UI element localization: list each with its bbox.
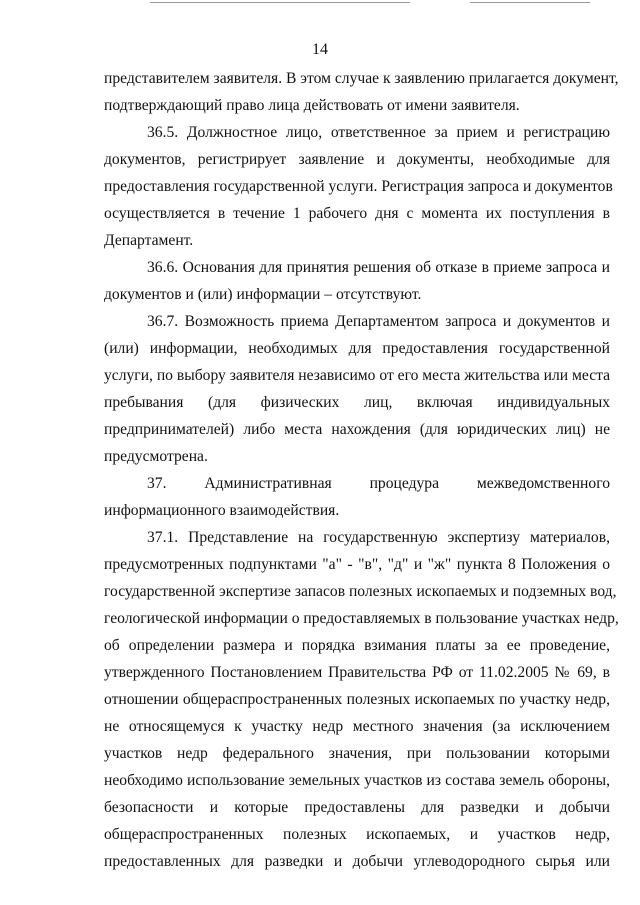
text-line: утвержденного Постановлением Правительства РФ от 11.02.2005 № 69, в xyxy=(104,664,610,681)
scan-edge-line-right xyxy=(470,2,590,3)
text-line: 36.7. Возможность приема Департаментом запроса и документов и xyxy=(147,313,610,330)
scan-edge-line-left xyxy=(150,2,410,3)
document-body xyxy=(104,65,619,875)
text-line: об определении размера и порядка взимания платы за ее проведение, xyxy=(104,637,610,654)
text-line: предоставленных для разведки и добычи углеводородного сырья или xyxy=(104,853,610,870)
text-line: общераспространенных полезных ископаемых, и участков недр, xyxy=(104,826,610,843)
text-line: (или) информации, необходимых для предоставления государственной xyxy=(104,340,610,357)
page-number: 14 xyxy=(312,41,328,58)
paragraph xyxy=(104,470,610,524)
text-line: пребывания (для физических лиц, включая индивидуальных xyxy=(104,394,610,411)
text-line: предусмотренных подпунктами "а" - "в", "д" и "ж" пункта 8 Положения о xyxy=(104,556,610,573)
text-line: необходимо использование земельных участков из состава земель обороны, xyxy=(104,772,610,789)
text-line: участков недр федерального значения, при пользовании которыми xyxy=(104,745,610,762)
text-line: предоставления государственной услуги. Регистрация запроса и документов xyxy=(104,178,613,195)
text-line: информационного взаимодействия. xyxy=(104,502,340,519)
text-line: государственной экспертизе запасов полезных ископаемых и подземных вод, xyxy=(104,583,617,600)
text-line: безопасности и которые предоставлены для разведки и добычи xyxy=(104,799,610,816)
text-line: геологической информации о предоставляемых в пользование участках недр, xyxy=(104,610,619,627)
paragraph xyxy=(104,254,610,308)
text-line: услуги, по выбору заявителя независимо от его места жительства или места xyxy=(104,367,611,384)
text-line: документов, регистрирует заявление и документы, необходимые для xyxy=(104,151,610,168)
text-line: осуществляется в течение 1 рабочего дня с момента их поступления в xyxy=(104,205,610,222)
text-line: документов и (или) информации – отсутствуют. xyxy=(104,286,422,303)
text-line: 36.5. Должностное лицо, ответственное за прием и регистрацию xyxy=(147,124,610,141)
text-line: Департамент. xyxy=(104,232,194,249)
paragraph xyxy=(104,119,613,254)
text-line: подтверждающий право лица действовать от имени заявителя. xyxy=(104,97,520,114)
text-line: предусмотрена. xyxy=(104,448,208,465)
text-line: отношении общераспространенных полезных ископаемых по участку недр, xyxy=(104,691,610,708)
text-line: не относящемуся к участку недр местного значения (за исключением xyxy=(104,718,610,735)
paragraph xyxy=(104,308,610,470)
paragraph xyxy=(104,524,619,875)
text-line: 37.1. Представление на государственную экспертизу материалов, xyxy=(147,529,610,546)
text-line: 36.6. Основания для принятия решения об отказе в приеме запроса и xyxy=(147,259,610,276)
text-line: предпринимателей) либо места нахождения (для юридических лиц) не xyxy=(104,421,610,438)
text-line: 37. Административная процедура межведомственного xyxy=(147,475,610,492)
paragraph xyxy=(104,65,619,119)
text-line: представителем заявителя. В этом случае к заявлению прилагается документ, xyxy=(104,70,619,87)
